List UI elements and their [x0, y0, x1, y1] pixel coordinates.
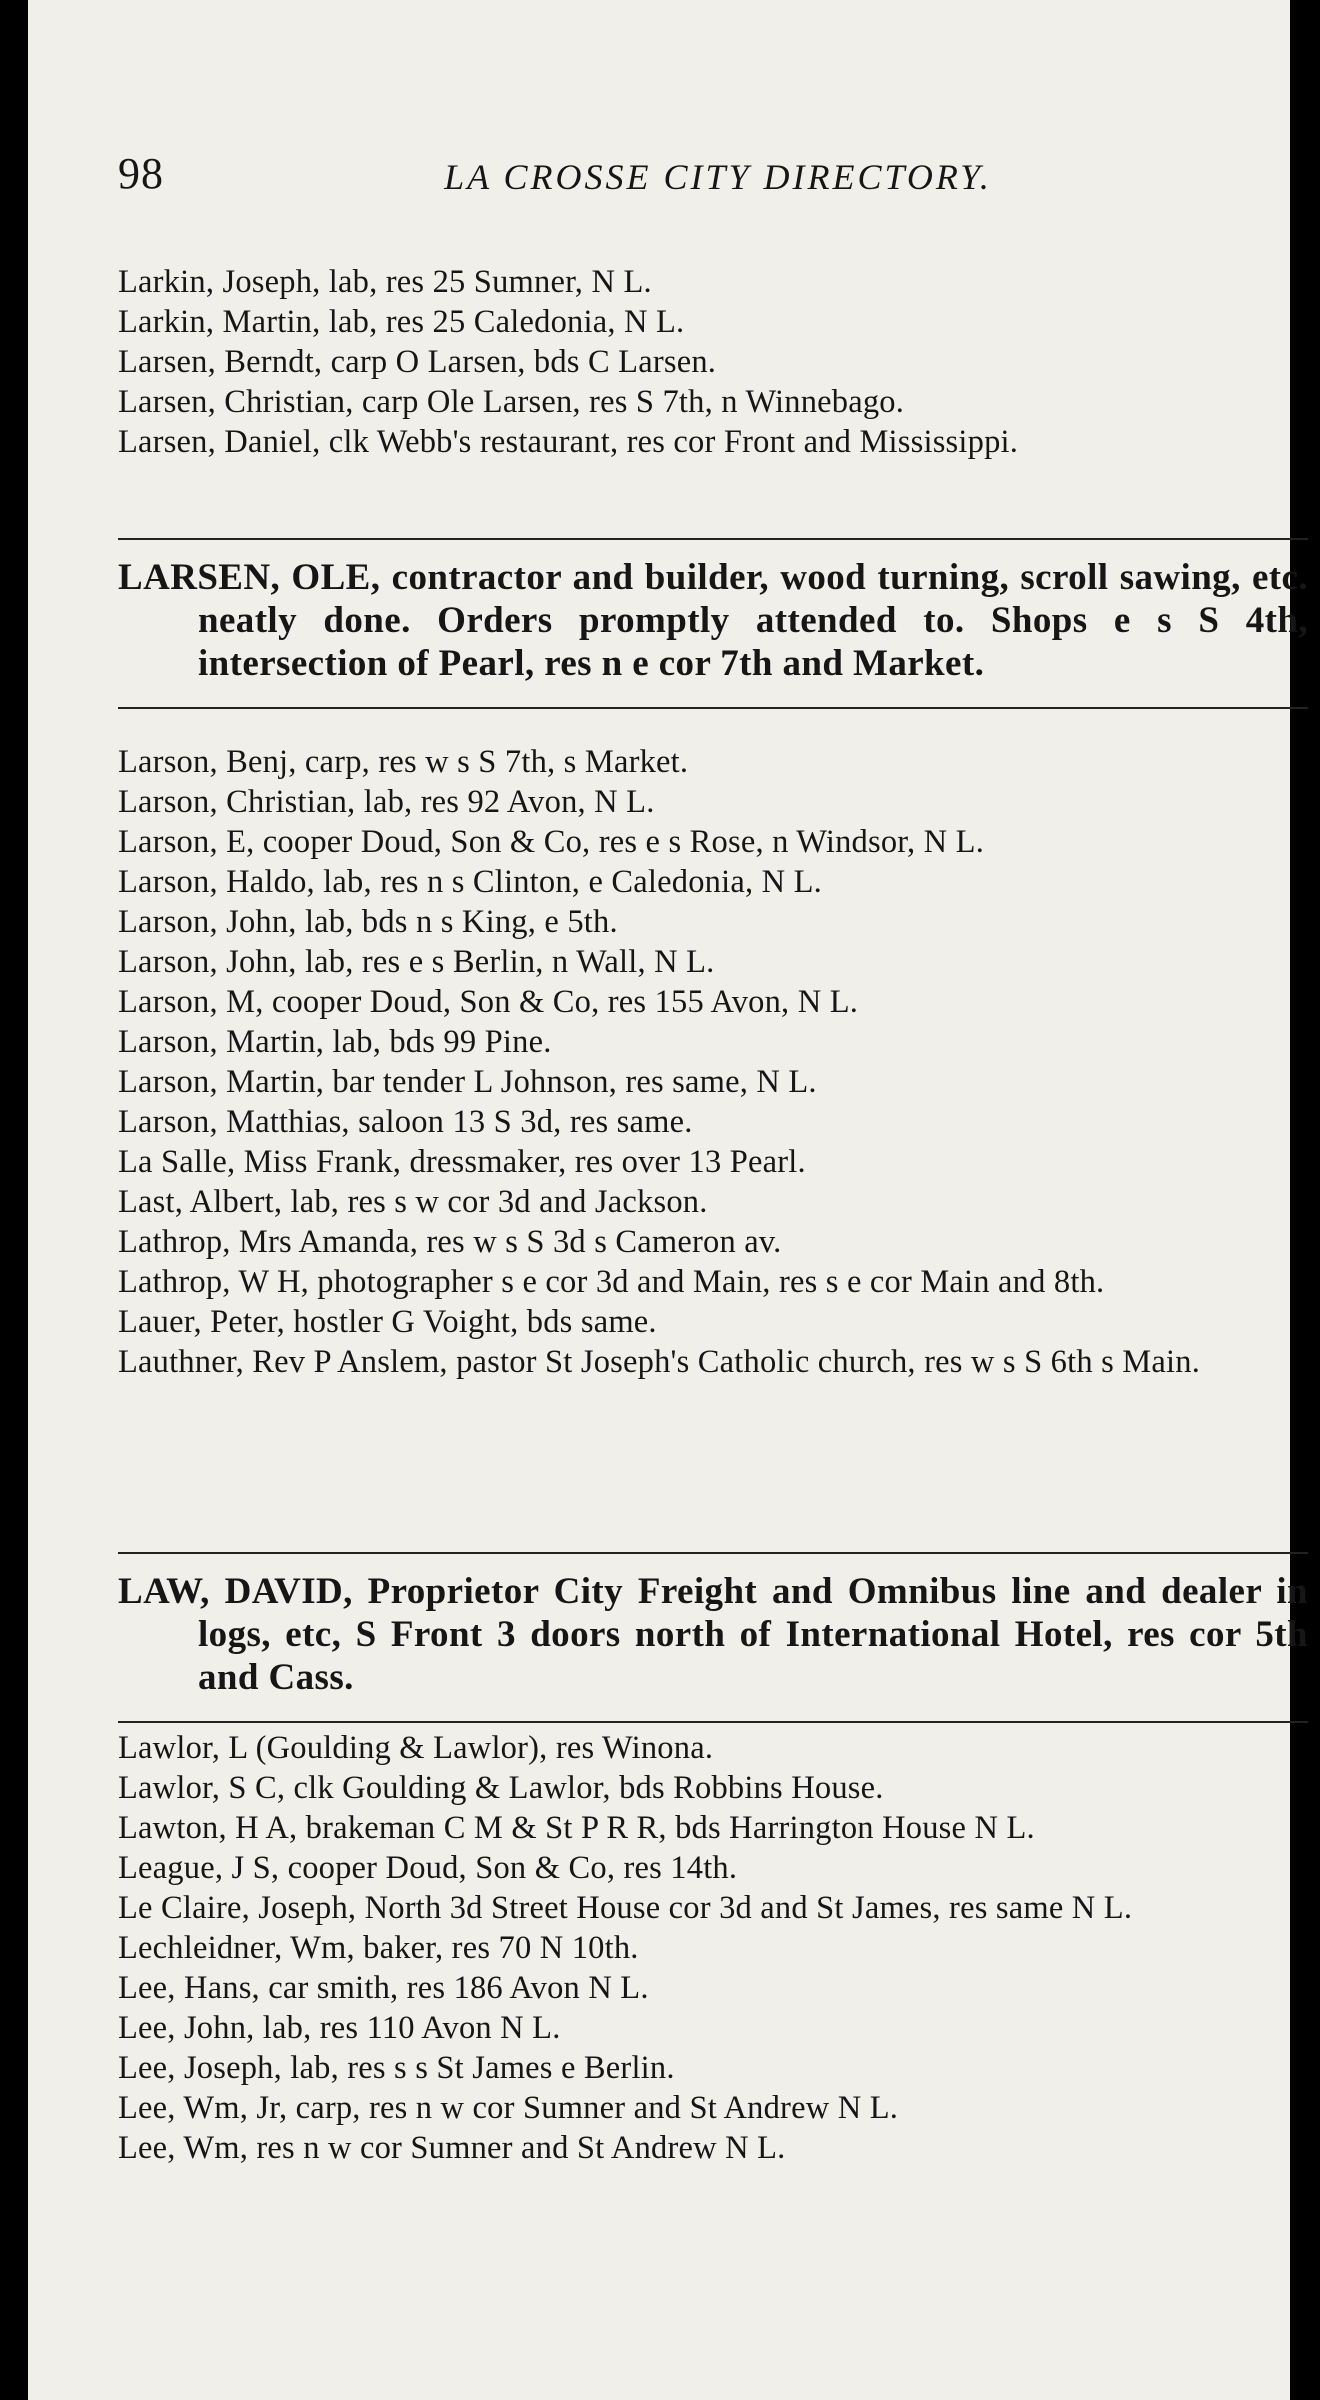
- directory-entry: Larson, Haldo, lab, res n s Clinton, e Caledonia, N L.: [118, 864, 822, 900]
- advertisement-text: LARSEN, OLE, contractor and builder, wood turning, scroll sawing, etc. neatly done. Orders promptly attended to. Shops e s S 4th, intersection of Pearl, res n e cor 7th and Market.: [118, 557, 1308, 684]
- directory-entry: Larson, Matthias, saloon 13 S 3d, res same.: [118, 1104, 693, 1140]
- entries-group-3: [118, 1728, 1306, 2168]
- directory-entry: Lee, Joseph, lab, res s s St James e Berlin.: [118, 2050, 675, 2086]
- directory-entry: Larson, John, lab, bds n s King, e 5th.: [118, 904, 618, 940]
- directory-entry: Larsen, Daniel, clk Webb's restaurant, res cor Front and Mississippi.: [118, 424, 1019, 460]
- directory-entry: Lee, Wm, Jr, carp, res n w cor Sumner and St Andrew N L.: [118, 2090, 899, 2126]
- directory-entry: Lauthner, Rev P Anslem, pastor St Joseph's Catholic church, res w s S 6th s Main.: [118, 1344, 1201, 1380]
- directory-entry: Larson, M, cooper Doud, Son & Co, res 155 Avon, N L.: [118, 984, 859, 1020]
- directory-entry: Le Claire, Joseph, North 3d Street House cor 3d and St James, res same N L.: [118, 1890, 1133, 1926]
- advertisement-larsen-ole: [118, 538, 1308, 709]
- directory-entry: Lauer, Peter, hostler G Voight, bds same.: [118, 1304, 657, 1340]
- directory-entry: Larson, Christian, lab, res 92 Avon, N L.: [118, 784, 655, 820]
- page-header: [118, 148, 1238, 208]
- directory-entry: Lawlor, S C, clk Goulding & Lawlor, bds Robbins House.: [118, 1770, 884, 1806]
- directory-entry: Lawton, H A, brakeman C M & St P R R, bds Harrington House N L.: [118, 1810, 1035, 1846]
- directory-entry: Larson, John, lab, res e s Berlin, n Wall, N L.: [118, 944, 715, 980]
- directory-entry: Larson, Martin, bar tender L Johnson, res same, N L.: [118, 1064, 817, 1100]
- directory-entry: La Salle, Miss Frank, dressmaker, res over 13 Pearl.: [118, 1144, 806, 1180]
- directory-entry: Larkin, Joseph, lab, res 25 Sumner, N L.: [118, 264, 652, 300]
- directory-entry: Lawlor, L (Goulding & Lawlor), res Winona.: [118, 1730, 714, 1766]
- directory-entry: Lathrop, Mrs Amanda, res w s S 3d s Cameron av.: [118, 1224, 782, 1260]
- directory-entry: Larson, Martin, lab, bds 99 Pine.: [118, 1024, 552, 1060]
- directory-entry: Lee, Wm, res n w cor Sumner and St Andrew N L.: [118, 2130, 786, 2166]
- running-title: LA CROSSE CITY DIRECTORY.: [444, 157, 992, 197]
- directory-entry: Larkin, Martin, lab, res 25 Caledonia, N L.: [118, 304, 685, 340]
- directory-entry: Lee, Hans, car smith, res 186 Avon N L.: [118, 1970, 649, 2006]
- advertisement-text: LAW, DAVID, Proprietor City Freight and Omnibus line and dealer in logs, etc, S Front 3 doors north of International Hotel, res cor 5th and Cass.: [118, 1571, 1308, 1698]
- entries-group-2: [118, 742, 1306, 1382]
- directory-entry: Last, Albert, lab, res s w cor 3d and Jackson.: [118, 1184, 708, 1220]
- entries-group-1: [118, 262, 1306, 462]
- directory-entry: Lathrop, W H, photographer s e cor 3d and Main, res s e cor Main and 8th.: [118, 1264, 1105, 1300]
- directory-entry: Lee, John, lab, res 110 Avon N L.: [118, 2010, 561, 2046]
- directory-entry: Larsen, Berndt, carp O Larsen, bds C Larsen.: [118, 344, 717, 380]
- directory-page: [28, 0, 1308, 2400]
- page-number: 98: [118, 149, 164, 198]
- directory-entry: Lechleidner, Wm, baker, res 70 N 10th.: [118, 1930, 639, 1966]
- directory-entry: Larson, Benj, carp, res w s S 7th, s Market.: [118, 744, 689, 780]
- advertisement-law-david: [118, 1552, 1308, 1723]
- directory-entry: Larsen, Christian, carp Ole Larsen, res S 7th, n Winnebago.: [118, 384, 905, 420]
- directory-entry: Larson, E, cooper Doud, Son & Co, res e s Rose, n Windsor, N L.: [118, 824, 985, 860]
- directory-entry: League, J S, cooper Doud, Son & Co, res 14th.: [118, 1850, 738, 1886]
